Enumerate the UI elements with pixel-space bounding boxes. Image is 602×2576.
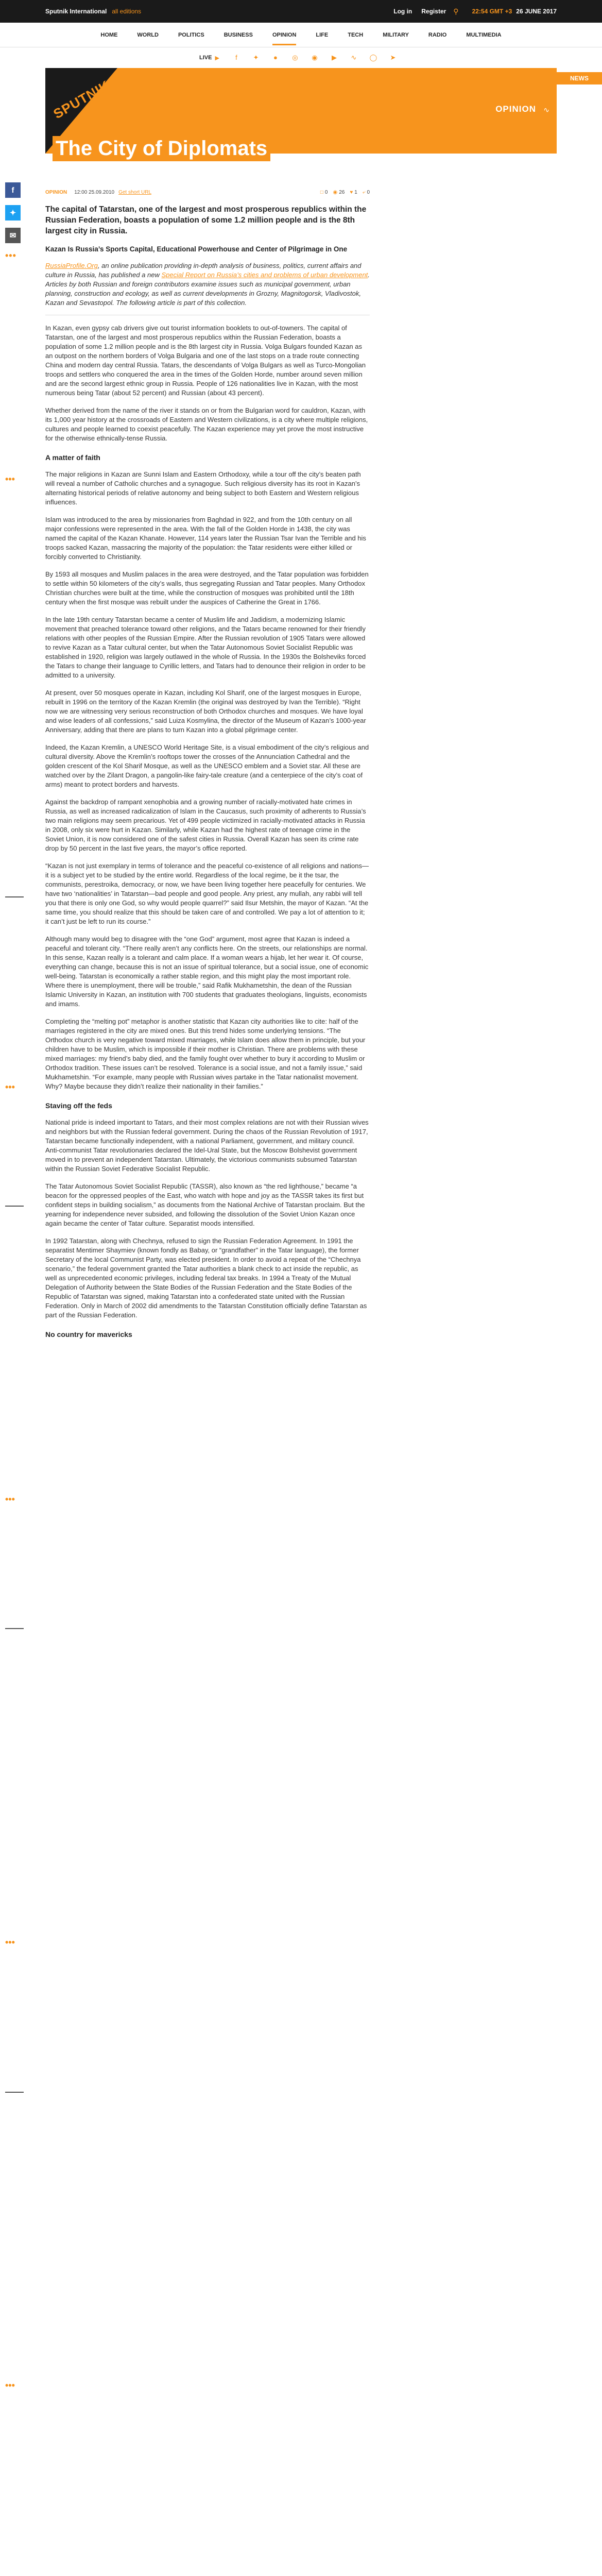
search-icon[interactable]: ⚲ [453,7,459,15]
paragraph: Islam was introduced to the area by missionaries from Baghdad in 922, and from the 10th century on all major confessions were represented in the area. With the fall of the Golden Horde in 1438, the city was named the capital of the Kazan Khanate. However, 114 years later the Russian Tsar Ivan the Terrible and his troops sacked Kazan, massacring the majority of the population: the Tatar residents were either killed or forcibly converted to Christianity. [45,516,366,561]
article [5,185,370,2391]
instagram-icon[interactable]: ◎ [292,54,298,61]
share-twitter-button[interactable]: ✦ [5,205,21,221]
odnoklassniki-icon[interactable]: ◯ [369,54,377,61]
paragraph: By 1593 all mosques and Muslim palaces in the area were destroyed, and the Tatar population was forbidden to settle within 50 kilometers of the city’s walls, thus segregating Russian and Tatar peoples. Many Orthodox Christian churches were built at the time, while the construction of mosques was prohibited until the 18th century when the first mosque was rebuilt under the auspices of Catherine the Great in 1766. [45,570,369,606]
more-icon[interactable]: ••• [5,1082,15,1092]
gutter-divider [5,2092,24,2093]
more-icon[interactable]: ••• [5,1937,15,1947]
twitter-icon[interactable]: ✦ [253,54,259,61]
section-heading: Staving off the feds [45,1101,112,1110]
clock-time: 22:54 GMT +3 [472,8,512,15]
paragraph: National pride is indeed important to Tatars, and their most complex relations are not with their Russian wives and neighbors but with the Russian federal government. During the chaos of the Russian Revolution of 1917, Tatarstan became functionally independent, with a national Parliament, government, and military council. Anti-communist Tatar revolutionaries declared the Idel-Ural State, but the Moscow Bolshevist government moved in to prevent an independent Tatarstan. Ultimately, the victorious communists subsumed Tatarstan within the Russian Soviet Federative Socialist Republic. [45,1118,369,1173]
share-sidebar [5,182,21,261]
paragraph: “Kazan is not just exemplary in terms of tolerance and the peaceful co-existence of all religions and nations—it is a subject yet to be studied by the entire world. Regardless of the local regime, be it the tsar, the communists, perestroika, democracy, or now, we have been living together here peacefully for centuries. We have two ‘nationalities’ in Tatarstan—bad people and good people. Any priest, any mullah, any rabbi will tell you that there is only one God, so why would people quarrel?” said Ilsur Metshin, the mayor of Kazan. “At the same time, you should realize that this should be taken care of and controlled. We pay a lot of attention to it; it can’t just be left to run its course.” [45,862,369,925]
telegram-icon[interactable]: ➤ [390,54,396,61]
nav-world[interactable]: WORLD [137,31,159,38]
paragraph: In 1992 Tatarstan, along with Chechnya, refused to sign the Russian Federation Agreement. In 1991 the separatist Mentimer Shaymiev (known fondly as Babay, or “grandfather” in the Tatar language), the former Secretary of the local Communist Party, was elected president. In order to avoid a repeat of the “Chechnya scenario,” the federal government granted the Tatar authorities a blank check to act inside the republic, as well as unprecedented economic privileges, including federal tax breaks. In 1994 a Treaty of the Mutual Delegation of Authority between the State Bodies of the Russian Federation and the State Bodies of the Republic of Tatarstan was signed, making Tatarstan into a confederated state united with the Russian Federation. Only in March of 2002 did amendments to the Tatarstan Constitution officially define Tatarstan as part of the Russian Federation. [45,1237,367,1319]
article-timestamp: 12:00 25.09.2010 [74,189,115,195]
share-icon: ⤶ [362,189,366,195]
paragraph: At present, over 50 mosques operate in Kazan, including Kol Sharif, one of the largest mosques in Europe, rebuilt in 1996 on the territory of the Kazan Kremlin (the original was destroyed by Ivan the Terrible). “Right now we are witnessing very serious reconstruction of both Orthodox churches and mosques. We have loyal and wise leaders of all confessions,” said Luiza Kosmylina, the director of the Museum of Kazan’s 1000-year Anniversary, adding that there are plans to turn Kazan into a global pilgrimage center. [45,689,366,734]
top-bar [0,0,602,23]
article-subhead: Kazan Is Russia’s Sports Capital, Educational Powerhouse and Center of Pilgrimage in One [45,245,348,253]
share-facebook-button[interactable]: f [5,182,21,198]
like-icon: ♥ [350,189,353,195]
sputnik-logo[interactable]: SPUTNIK [50,77,113,122]
paragraph: The Tatar Autonomous Soviet Socialist Republic (TASSR), also known as “the red lighthouse,” became “a beacon for the oppressed peoples of the East, who watch with hope and joy as the TASSR takes its first but confident steps in building socialism,” as documents from the National Archive of Tatarstan proclaim. But the yearning for independence never subsided, and following the dissolution of the Soviet Union Kazan once again became the center of Tatar culture. Separatist moods intensified. [45,1182,365,1227]
russiaprofile-link[interactable]: RussiaProfile.Org [45,262,98,269]
social-strip [0,47,602,68]
main-nav [0,23,602,47]
live-label[interactable]: LIVE [199,55,212,61]
article-meta [45,185,370,199]
gutter-divider [5,1628,24,1629]
likes-count[interactable]: ♥ 1 [350,189,357,195]
article-section[interactable]: OPINION [45,189,67,195]
paragraph: In the late 19th century Tatarstan became a center of Muslim life and Jadidism, a modernizing Islamic movement that preached tolerance toward other religions, and the Tatars became renowned for their friendly relations with other peoples of the Russian Empire. After the Russian revolution of 1905 Tatars were allowed to revive Kazan as a Tatar cultural center, but when the Tatar Autonomous Soviet Socialist Republic was established in 1920, religion was largely outlawed in the whole of Russia. In the 1930s the Bolsheviks forced the Tatars to change their language to Cyrillic letters, and Tatars had to denounce their religion in order to be admitted to a university. [45,616,366,679]
more-icon[interactable]: ••• [5,2380,15,2391]
vk-icon[interactable]: ● [273,54,278,61]
rss-icon[interactable]: ∿ [351,54,357,61]
facebook-icon[interactable]: f [235,54,237,61]
editions-link[interactable]: all editions [112,8,142,15]
paragraph: Completing the “melting pot” metaphor is another statistic that Kazan city authorities like to cite: half of the marriages registered in the city are mixed ones. But this trend hides some underlying tensions. “The Orthodox church is very negative toward mixed marriages, while Islam does allow them in principle, but your children have to be Muslim, which is impossible if their mother is Christian. There are problems with these mixed marriages: my friend’s baby died, and the family fought over whether to bury it according to Muslim or Orthodox tradition. These issues can’t be resolved. Tolerance is a social issue, and not a family issue,” said Mukhametshin. “For example, many people with Russian wives partake in the Tatar nationalist movement. Why? Maybe because they didn’t realize their nationality in their families.” [45,1018,366,1090]
nav-radio[interactable]: RADIO [428,31,447,38]
special-report-link[interactable]: Special Report on Russia’s cities and problems of urban development [161,271,368,279]
share-email-button[interactable]: ✉ [5,228,21,243]
gutter-divider [5,896,24,897]
banner-section-title: OPINION [495,104,536,114]
section-heading: A matter of faith [45,453,100,462]
views-count: ◉ 26 [333,189,345,195]
paragraph: Although many would beg to disagree with the “one God” argument, most agree that Kazan is indeed a peaceful and tolerant city. “There really aren’t any conflicts here. On the streets, our relationships are normal. In this sense, Kazan really is a tolerant and calm place. If a woman wears a hijab, let her wear it. Of course, everything can change, because this is not an issue of spiritual tolerance, but a social issue, one of economic well-being. Tatarstan is economically a rather stable region, and this might play the most important role. Where there is unemployment, there will be trouble,” said Rafik Mukhametshin, the dean of the Russian Islamic University in Kazan, an institution with 700 students that graduates theologians, linguists, economists and imams. [45,935,369,1008]
login-link[interactable]: Log in [393,8,412,15]
article-lead: The capital of Tatarstan, one of the largest and most prosperous republics within the Russian Federation, boasts a population of some 1.2 million people and is the 8th largest city in Russia. [45,205,367,235]
more-icon[interactable]: ••• [5,1494,15,1504]
comment-icon: □ [320,189,323,195]
nav-military[interactable]: MILITARY [383,31,409,38]
paragraph: The major religions in Kazan are Sunni Islam and Eastern Orthodoxy, while a tour off the city’s beaten path will reveal a number of Catholic churches and a synagogue. Such religious diversity has its root in Kazan’s alternating historical periods of relative autonomy and being subject to both Eastern and Western religious influences. [45,470,361,506]
clock-date: 26 JUNE 2017 [516,8,557,15]
article-intro: RussiaProfile.Org, an online publication providing in-depth analysis of business, politics, current affairs and culture in Russia, has published a new Special Report on Russia’s cities and problems of urban development. Articles by both Russian and foreign contributors examine issues such as municipal government, urban planning, construction and ecology, as well as current developments in Grozny, Magnitogorsk, Vladivostok, Kazan and Sevastopol. The following article is part of this collection. [45,262,370,307]
section-heading: No country for mavericks [45,1330,132,1338]
nav-home[interactable]: HOME [100,31,118,38]
nav-politics[interactable]: POLITICS [178,31,204,38]
more-icon[interactable]: ••• [5,474,15,484]
page-title: The City of Diplomats [53,136,270,161]
youtube-icon[interactable]: ▶ [331,54,337,61]
comments-count[interactable]: □ 0 [320,189,328,195]
nav-life[interactable]: LIFE [316,31,329,38]
gutter-divider [5,1206,24,1207]
shares-count[interactable]: ⤶ 0 [362,189,370,195]
news-tab[interactable]: NEWS [557,72,602,84]
more-share-icon[interactable]: ••• [5,250,16,261]
pinterest-icon[interactable]: ◉ [312,54,318,61]
nav-opinion[interactable]: OPINION [272,31,297,38]
nav-tech[interactable]: TECH [348,31,364,38]
play-icon[interactable]: ▶ [215,55,219,61]
paragraph: In Kazan, even gypsy cab drivers give out tourist information booklets to out-of-towners. The capital of Tatarstan, one of the largest and most prosperous republics within the Russian Federation, boasts a population of some 1.2 million people and is the 8th largest city in Russia. Volga Bulgars founded Kazan as an outpost on the northern borders of Volga Bulgaria and one of the last stops on a trade route connecting China and modern day central Russia. Tatars, the descendants of Volga Bulgars as well as Turco-Mongolian troops and settlers who conquered the area in the times of the Golden Horde, number around seven million and are the second largest ethnic group in Russia. People of 126 nationalities live in Kazan, with the most numerous being Tatar (about 52 percent) and Russian (about 43 percent). [45,324,366,397]
site-brand[interactable]: Sputnik International [45,8,107,15]
register-link[interactable]: Register [421,8,446,15]
rss-icon[interactable]: ∿ [543,106,549,114]
nav-business[interactable]: BUSINESS [223,31,253,38]
paragraph: Against the backdrop of rampant xenophobia and a growing number of racially-motivated hate crimes in Russia, as well as increased radicalization of Islam in the Caucasus, such proximity of adherents to Russia’s two main religions may seem precarious. Yet of 499 people victimized in racially-motivated attacks in Russia in 2008, only six were hurt in Kazan. Similarly, while Kazan had the highest rate of teenage crime in the Soviet Union, it is now considered one of the safest cities in Russia. Overall Kazan has seen its crime rate drop by 50 percent in the last five years, the mayor’s office reported. [45,798,366,852]
paragraph: Indeed, the Kazan Kremlin, a UNESCO World Heritage Site, is a visual embodiment of the city’s religious and cultural diversity. Above the Kremlin’s rooftops tower the crosses of the Annunciation Cathedral and the golden crescent of the Kol Sharif Mosque, as well as the UNESCO emblem and a Soviet star. All these are watched over by the Zilant Dragon, a pangolin-like fairy-tale creature (and a centerpiece of the city’s coat of arms) meant to protect borders and harvests. [45,743,369,788]
nav-multimedia[interactable]: MULTIMEDIA [466,31,502,38]
eye-icon: ◉ [333,189,338,195]
paragraph: Whether derived from the name of the river it stands on or from the Bulgarian word for cauldron, Kazan, with its 1,000 year history at the crossroads of Eastern and Western civilizations, is a city where multiple religions, cultures and people learned to coexist peacefully. The Kazan experience may yet prove the most instructive for the otherwise ethnically-tense Russia. [45,406,368,442]
short-url-link[interactable]: Get short URL [118,189,152,195]
